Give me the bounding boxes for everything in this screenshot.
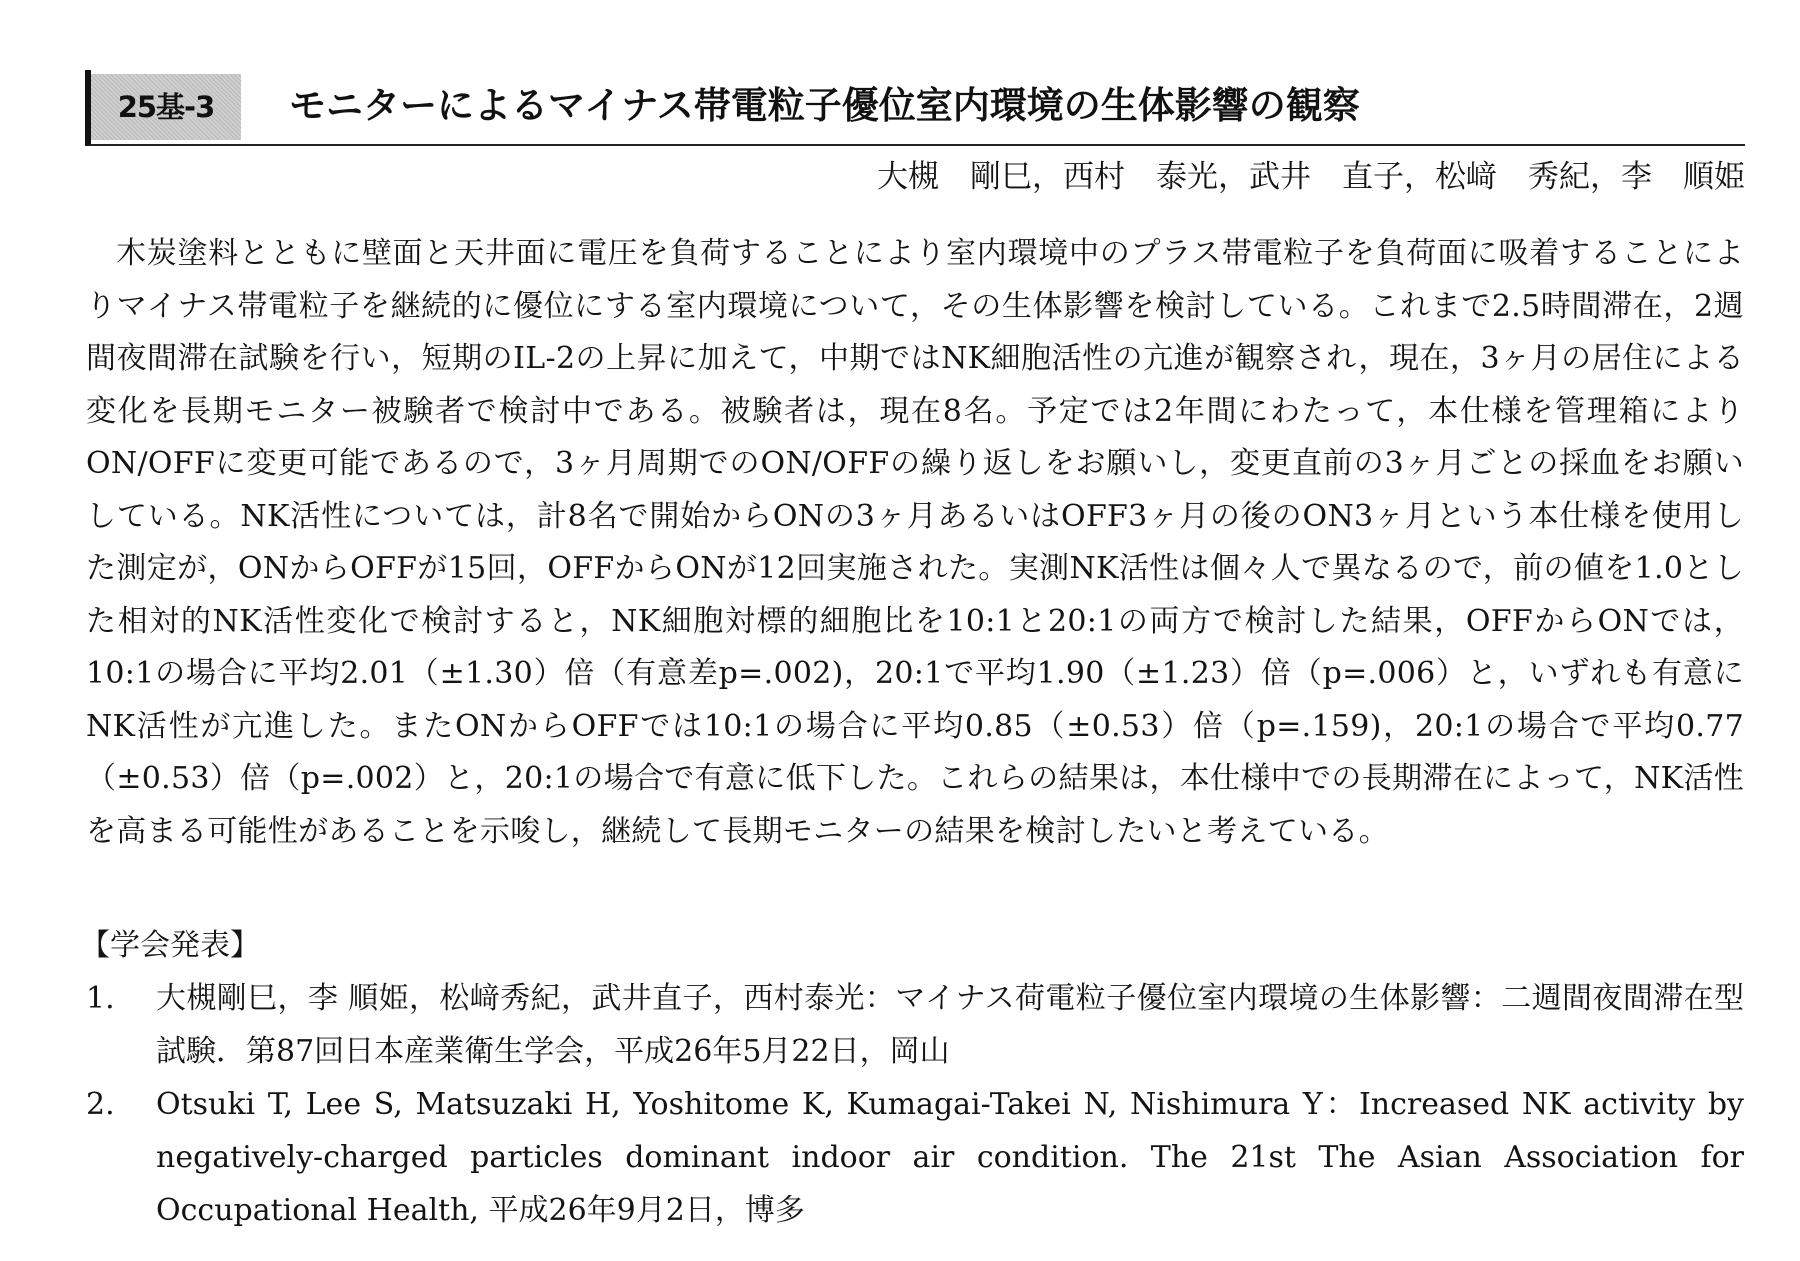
- presentation-number: 1.: [86, 981, 115, 1016]
- presentation-text: 大槻剛巳，李 順姫，松﨑秀紀，武井直子，西村泰光：マイナス荷電粒子優位室内環境の生体影響：二週間夜間滞在型試験．第87回日本産業衛生学会，平成26年5月22日，岡山: [156, 981, 1744, 1069]
- presentation-text: Otsuki T, Lee S, Matsuzaki H, Yoshitome K, Kumagai-Takei N, Nishimura Y：Increased NK activity by negatively-charged particles dominant indoor air condition. The 21st The Asian Association for Occupational Health, 平成26年9月2日，博多: [156, 1087, 1744, 1228]
- author-list: 大槻 剛巳，西村 泰光，武井 直子，松﨑 秀紀，李 順姫: [877, 159, 1745, 195]
- presentation-item: [86, 1078, 1744, 1237]
- abstract-body: 木炭塗料とともに壁面と天井面に電圧を負荷することにより室内環境中のプラス帯電粒子を負荷面に吸着することによりマイナス帯電粒子を継続的に優位にする室内環境について，その生体影響を検討している。これまで2.5時間滞在，2週間夜間滞在試験を行い，短期のIL-2の上昇に加えて，中期ではNK細胞活性の亢進が観察され，現在，3ヶ月の居住による変化を長期モニター被験者で検討中である。被験者は，現在8名。予定では2年間にわたって，本仕様を管理箱によりON/OFFに変更可能であるので，3ヶ月周期でのON/OFFの繰り返しをお願いし，変更直前の3ヶ月ごとの採血をお願いしている。NK活性については，計8名で開始からONの3ヶ月あるいはOFF3ヶ月の後のON3ヶ月という本仕様を使用した測定が，ONからOFFが15回，OFFからONが12回実施された。実測NK活性は個々人で異なるので，前の値を1.0とした相対的NK活性変化で検討すると，NK細胞対標的細胞比を10:1と20:1の両方で検討した結果，OFFからONでは，10:1の場合に平均2.01（±1.30）倍（有意差p=.002)，20:1で平均1.90（±1.23）倍（p=.006）と，いずれも有意にNK活性が亢進した。またONからOFFでは10:1の場合に平均0.85（±0.53）倍（p=.159)，20:1の場合で平均0.77（±0.53）倍（p=.002）と，20:1の場合で有意に低下した。これらの結果は，本仕様中での長期滞在によって，NK活性を高まる可能性があることを示唆し，継続して長期モニターの結果を検討したいと考えている。: [86, 236, 1744, 849]
- presentation-item: [86, 972, 1744, 1078]
- report-title: モニターによるマイナス帯電粒子優位室内環境の生体影響の観察: [289, 84, 1360, 127]
- report-header: [85, 70, 1745, 146]
- presentation-list: [86, 972, 1744, 1237]
- presentation-number: 2.: [86, 1087, 115, 1122]
- presentations-heading: 【学会発表】: [80, 928, 260, 963]
- report-code-badge: 25基-3: [91, 74, 241, 140]
